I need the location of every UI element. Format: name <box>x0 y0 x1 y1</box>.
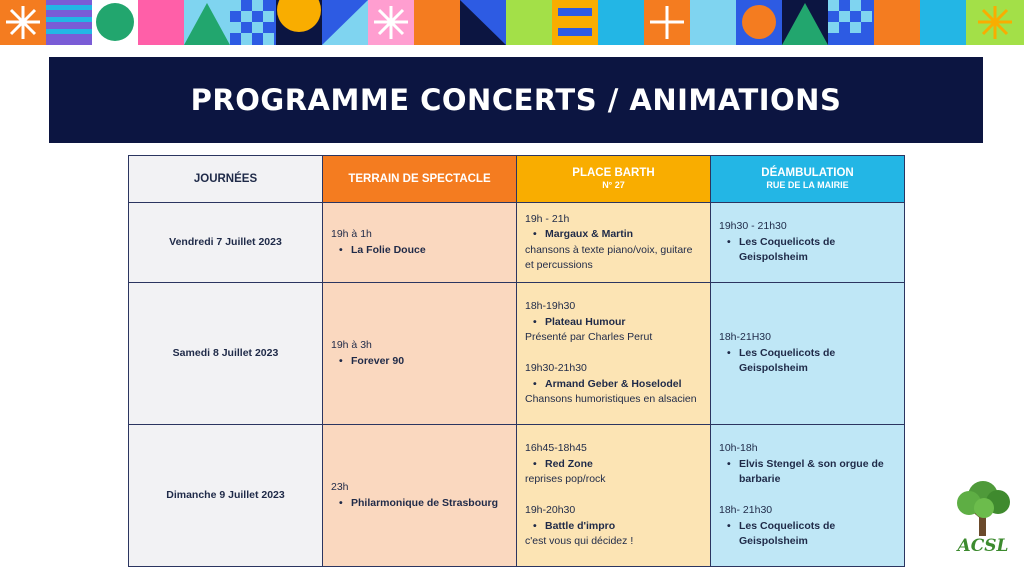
place-cell <box>517 203 711 283</box>
time-slot: 10h-18h <box>719 442 758 455</box>
act-name: • Elvis Stengel & son orgue de barbarie <box>719 457 896 488</box>
act-name: • Armand Geber & Hoselodel <box>525 377 702 393</box>
place-cell <box>517 425 711 567</box>
header-terrain: TERRAIN DE SPECTACLE <box>323 156 517 203</box>
deambulation-cell <box>711 425 905 567</box>
table-row <box>129 425 905 567</box>
day-cell: Vendredi 7 Juillet 2023 <box>129 203 323 283</box>
schedule-table <box>128 155 905 567</box>
act-name: • Forever 90 <box>331 354 508 370</box>
header-place <box>517 156 711 203</box>
act-name: • Red Zone <box>525 457 702 473</box>
time-slot: 18h-19h30 <box>525 300 576 313</box>
act-description: Chansons humoristiques en alsacien <box>525 393 697 406</box>
logo-text: ACSL <box>957 536 1009 556</box>
decorative-banner <box>0 0 1024 45</box>
acsl-logo <box>944 478 1022 568</box>
time-slot: 19h - 21h <box>525 212 570 225</box>
header-deambulation <box>711 156 905 203</box>
act-description: reprises pop/rock <box>525 473 606 486</box>
time-slot: 19h30 - 21h30 <box>719 220 787 233</box>
terrain-cell <box>323 425 517 567</box>
header-deambulation-label: DÉAMBULATION <box>761 167 854 180</box>
time-slot: 19h à 1h <box>331 228 372 240</box>
tree-icon <box>944 478 1022 540</box>
header-row <box>129 156 905 203</box>
header-days: JOURNÉES <box>129 156 323 203</box>
time-slot: 23h <box>331 481 349 493</box>
act-name: • La Folie Douce <box>331 243 508 259</box>
act-name: • Philarmonique de Strasbourg <box>331 496 508 512</box>
act-name: • Margaux & Martin <box>525 227 702 243</box>
act-name: • Plateau Humour <box>525 315 702 331</box>
spacer <box>719 488 896 504</box>
day-cell: Samedi 8 Juillet 2023 <box>129 283 323 425</box>
day-cell: Dimanche 9 Juillet 2023 <box>129 425 323 567</box>
spacer <box>525 346 702 362</box>
header-place-sub: N° 27 <box>602 179 625 190</box>
deambulation-cell <box>711 203 905 283</box>
time-slot: 19h à 3h <box>331 339 372 351</box>
terrain-cell <box>323 203 517 283</box>
deambulation-cell <box>711 283 905 425</box>
time-slot: 16h45-18h45 <box>525 442 587 455</box>
act-name: • Les Coquelicots de Geispolsheim <box>719 235 896 266</box>
act-description: c'est vous qui décidez ! <box>525 535 634 548</box>
act-name: • Les Coquelicots de Geispolsheim <box>719 519 896 550</box>
table-row <box>129 203 905 283</box>
act-description: Présenté par Charles Perut <box>525 331 653 344</box>
time-slot: 18h- 21h30 <box>719 504 773 517</box>
time-slot: 18h-21H30 <box>719 331 771 344</box>
act-description: chansons à texte piano/voix, guitare et percussions <box>525 243 693 271</box>
header-deambulation-sub: RUE DE LA MAIRIE <box>766 179 849 190</box>
spacer <box>525 488 702 504</box>
table-row <box>129 283 905 425</box>
act-name: • Battle d'impro <box>525 519 702 535</box>
terrain-cell <box>323 283 517 425</box>
time-slot: 19h30-21h30 <box>525 362 587 375</box>
act-name: • Les Coquelicots de Geispolsheim <box>719 346 896 377</box>
title-bar <box>49 57 983 143</box>
page-title: PROGRAMME CONCERTS / ANIMATIONS <box>190 83 842 117</box>
time-slot: 19h-20h30 <box>525 504 576 517</box>
place-cell <box>517 283 711 425</box>
header-place-label: PLACE BARTH <box>572 167 655 180</box>
